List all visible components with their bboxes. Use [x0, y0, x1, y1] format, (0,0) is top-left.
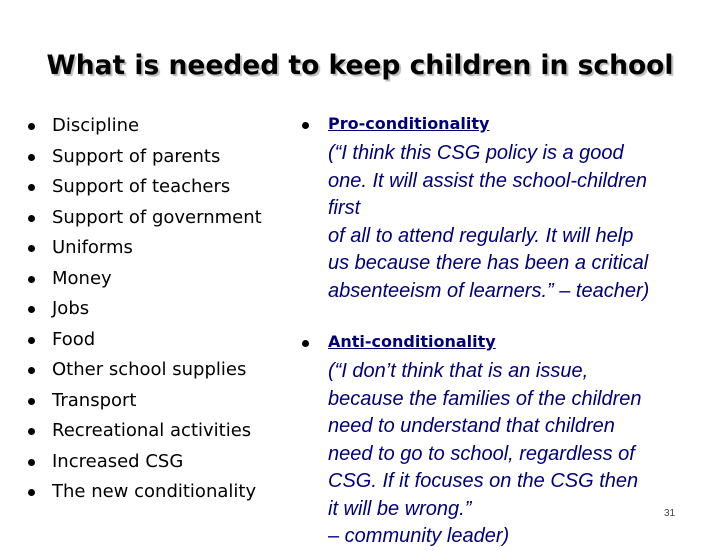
- quote-line: one. It will assist the school-children: [328, 169, 648, 192]
- bullet-icon: [28, 489, 35, 496]
- list-item-label: Other school supplies: [52, 359, 247, 380]
- quote-line: need to go to school, regardless of: [328, 442, 635, 465]
- list-item: [28, 143, 262, 174]
- list-item: [28, 387, 262, 418]
- quote-line: need to understand that children: [328, 415, 615, 437]
- list-item: [28, 417, 262, 448]
- bullet-icon: [28, 306, 35, 313]
- slide-title: What is needed to keep children in school: [46, 50, 674, 81]
- quote-line: CSG. If it focuses on the CSG then: [328, 470, 639, 492]
- quote-line: it will be wrong.”: [328, 497, 472, 520]
- list-item: [28, 478, 262, 509]
- list-item: [28, 234, 262, 265]
- bullet-icon: [28, 276, 35, 283]
- list-item-label: Food: [52, 328, 96, 350]
- list-item: [28, 295, 262, 326]
- quote-line: – community leader): [328, 525, 510, 547]
- bullet-icon: [28, 184, 35, 191]
- list-item-label: Support of parents: [52, 145, 221, 167]
- list-item-label: Jobs: [52, 298, 90, 319]
- anti-quote: [328, 358, 642, 551]
- quote-line: of all to attend regularly. It will help: [328, 224, 634, 247]
- pro-quote: [328, 140, 649, 305]
- bullet-icon: [28, 337, 35, 344]
- list-item: [28, 112, 262, 143]
- list-item-label: Transport: [52, 389, 137, 411]
- quote-line: (“I think this CSG policy is a good: [328, 142, 624, 164]
- list-item: [28, 204, 262, 235]
- bullet-icon: [28, 367, 35, 374]
- pro-conditionality-heading: [302, 114, 489, 133]
- bullet-icon: [28, 459, 35, 466]
- bullet-icon: [302, 122, 309, 129]
- list-item-label: Money: [52, 267, 112, 289]
- anti-heading-label: Anti-conditionality: [328, 332, 496, 351]
- list-item-label: Recreational activities: [52, 420, 252, 441]
- bullet-icon: [28, 215, 35, 222]
- bullet-icon: [28, 154, 35, 161]
- bullet-icon: [28, 428, 35, 435]
- pro-heading-label: Pro-conditionality: [328, 114, 490, 133]
- list-item-label: The new conditionality: [52, 481, 257, 502]
- quote-line: absenteeism of learners.” – teacher): [328, 279, 650, 302]
- list-item: [28, 326, 262, 357]
- list-item-label: Uniforms: [52, 237, 133, 258]
- quote-line: (“I don’t think that is an issue,: [328, 360, 589, 382]
- quote-line: first: [328, 197, 361, 219]
- list-item-label: Support of government: [52, 206, 262, 228]
- list-item: [28, 265, 262, 296]
- bullet-icon: [28, 123, 35, 130]
- list-item: [28, 173, 262, 204]
- bullet-icon: [302, 340, 309, 347]
- list-item-label: Discipline: [52, 115, 140, 136]
- page-number: 31: [664, 508, 676, 519]
- quote-line: us because there has been a critical: [328, 252, 649, 274]
- list-item: [28, 356, 262, 387]
- list-item: [28, 448, 262, 479]
- quote-line: because the families of the children: [328, 387, 642, 410]
- anti-conditionality-heading: [302, 332, 496, 351]
- bullet-icon: [28, 398, 35, 405]
- needs-list: [28, 112, 262, 509]
- list-item-label: Increased CSG: [52, 450, 184, 472]
- list-item-label: Support of teachers: [52, 176, 231, 197]
- bullet-icon: [28, 245, 35, 252]
